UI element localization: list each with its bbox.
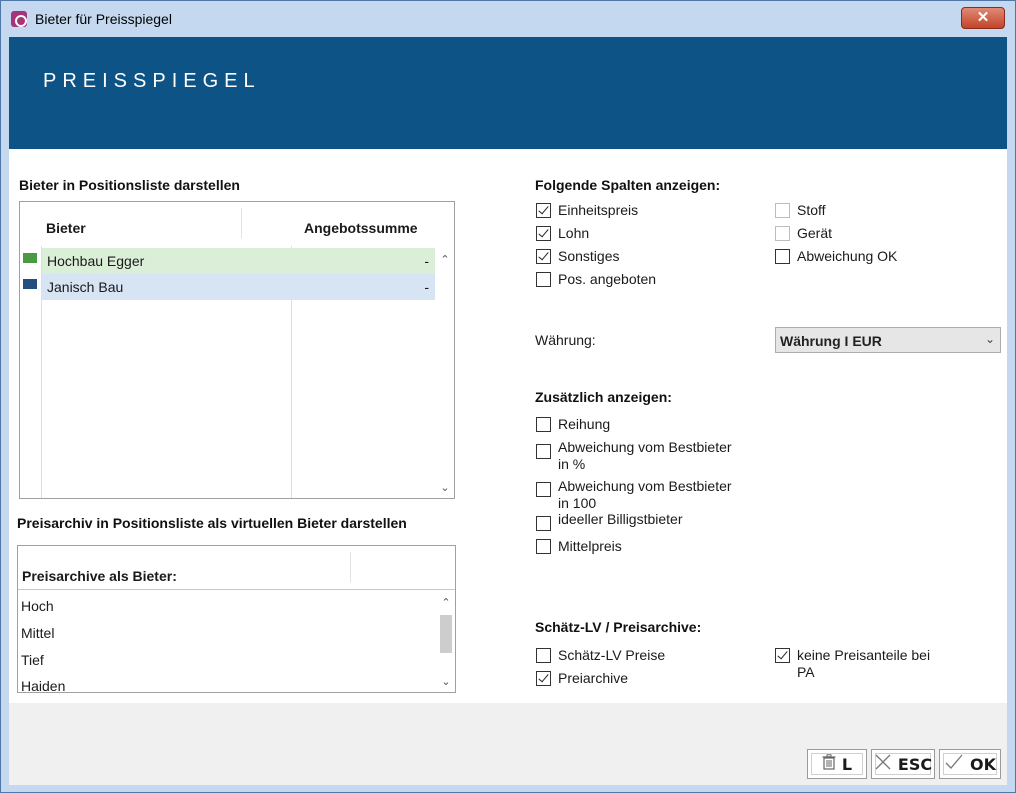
ok-button[interactable] [939, 749, 1001, 779]
bieter-color-swatch [23, 253, 37, 263]
list-item[interactable]: Haiden [21, 678, 66, 694]
chevron-down-icon: ⌄ [984, 332, 995, 346]
bieter-sum: - [424, 279, 429, 295]
columns-section-title: Folgende Spalten anzeigen: [535, 177, 721, 193]
checkbox-label: Schätz-LV Preise [558, 647, 666, 663]
checkbox-box[interactable] [536, 539, 551, 554]
checkbox-label: Lohn [558, 225, 590, 241]
checkbox-box[interactable] [536, 226, 551, 241]
escape-button[interactable] [871, 749, 935, 779]
archive-list-header-label[interactable]: Preisarchive als Bieter: [22, 568, 177, 584]
delete-button-label: L [841, 754, 853, 774]
bieter-sum: - [424, 253, 429, 269]
checkbox-box[interactable] [536, 482, 551, 497]
close-icon [874, 753, 892, 776]
checkbox-box[interactable] [536, 671, 551, 686]
table-row[interactable] [42, 274, 435, 300]
scroll-down-icon[interactable]: ⌄ [440, 482, 450, 494]
bieter-grid-header [20, 202, 454, 246]
bieter-color-swatch [23, 279, 37, 289]
extra-section-title: Zusätzlich anzeigen: [535, 389, 672, 405]
archive-list[interactable] [17, 545, 456, 693]
checkbox-box[interactable] [536, 648, 551, 663]
checkbox-label: Abweichung vom Bestbieter [558, 439, 732, 455]
checkbox-label: Abweichung OK [797, 248, 898, 264]
banner-title: PREISSPIEGEL [43, 70, 261, 92]
checkbox-label: Gerät [797, 225, 833, 241]
list-item[interactable]: Tief [21, 652, 44, 668]
column-header-bieter[interactable]: Bieter [46, 220, 86, 236]
dialog-footer [9, 703, 1007, 785]
checkbox-label-line2: in 100 [558, 495, 597, 511]
escape-button-label: ESC [897, 754, 933, 774]
scroll-down-icon[interactable]: ⌄ [441, 676, 451, 688]
archive-section-title: Preisarchiv in Positionsliste als virtuellen Bieter darstellen [17, 515, 407, 531]
column-header-angebotssumme[interactable]: Angebotssumme [304, 220, 418, 236]
checkbox-label: Einheitspreis [558, 202, 639, 218]
checkbox-box[interactable] [775, 648, 790, 663]
list-item[interactable]: Mittel [21, 625, 55, 641]
scroll-thumb[interactable] [440, 615, 452, 653]
bieter-name: Janisch Bau [47, 279, 124, 295]
checkbox-box[interactable] [536, 203, 551, 218]
scroll-up-icon[interactable]: ⌃ [441, 597, 451, 609]
list-item[interactable]: Hoch [21, 598, 54, 614]
archive-scrollbar[interactable] [437, 591, 455, 692]
checkbox-box[interactable] [536, 516, 551, 531]
checkbox-box[interactable] [536, 417, 551, 432]
schaetz-section-title: Schätz-LV / Preisarchive: [535, 619, 702, 635]
checkbox-box[interactable] [775, 249, 790, 264]
dialog-content [9, 37, 1007, 785]
delete-button[interactable] [807, 749, 867, 779]
checkbox-label: Mittelpreis [558, 538, 622, 554]
ok-button-label: OK [970, 754, 996, 774]
checkbox-label: Pos. angeboten [558, 271, 657, 287]
column-separator [350, 552, 351, 582]
checkbox-label: Stoff [797, 202, 826, 218]
bieter-grid[interactable] [19, 201, 455, 499]
bieter-section-title: Bieter in Positionsliste darstellen [19, 177, 240, 193]
title-bar[interactable] [1, 1, 1015, 37]
checkbox-label: Reihung [558, 416, 611, 432]
app-icon [11, 11, 27, 27]
checkbox-label: Sonstiges [558, 248, 620, 264]
currency-label: Währung: [535, 332, 596, 348]
checkbox-box[interactable] [775, 203, 790, 218]
bieter-name: Hochbau Egger [47, 253, 145, 269]
checkbox-label: Preiarchive [558, 670, 629, 686]
checkbox-label: keine Preisanteile bei [797, 647, 931, 663]
checkbox-label: ideeller Billigstbieter [558, 511, 683, 527]
window-title: Bieter für Preisspiegel [35, 11, 172, 27]
checkbox-label: Abweichung vom Bestbieter [558, 478, 732, 494]
archive-list-header [18, 546, 455, 590]
bieter-scrollbar[interactable] [436, 246, 454, 498]
currency-select[interactable] [775, 327, 1001, 353]
trash-icon [822, 754, 836, 775]
currency-select-value: Währung I EUR [780, 333, 882, 349]
checkbox-label-line2: PA [797, 664, 815, 680]
checkbox-box[interactable] [536, 249, 551, 264]
checkbox-box[interactable] [775, 226, 790, 241]
close-button[interactable]: ✕ [961, 7, 1005, 29]
checkbox-box[interactable] [536, 272, 551, 287]
header-banner [9, 37, 1007, 149]
table-row[interactable] [42, 248, 435, 274]
checkbox-label-line2: in % [558, 456, 586, 472]
checkmark-icon [944, 753, 964, 776]
scroll-up-icon[interactable]: ⌃ [440, 254, 450, 266]
checkbox-box[interactable] [536, 444, 551, 459]
column-separator [241, 208, 242, 238]
